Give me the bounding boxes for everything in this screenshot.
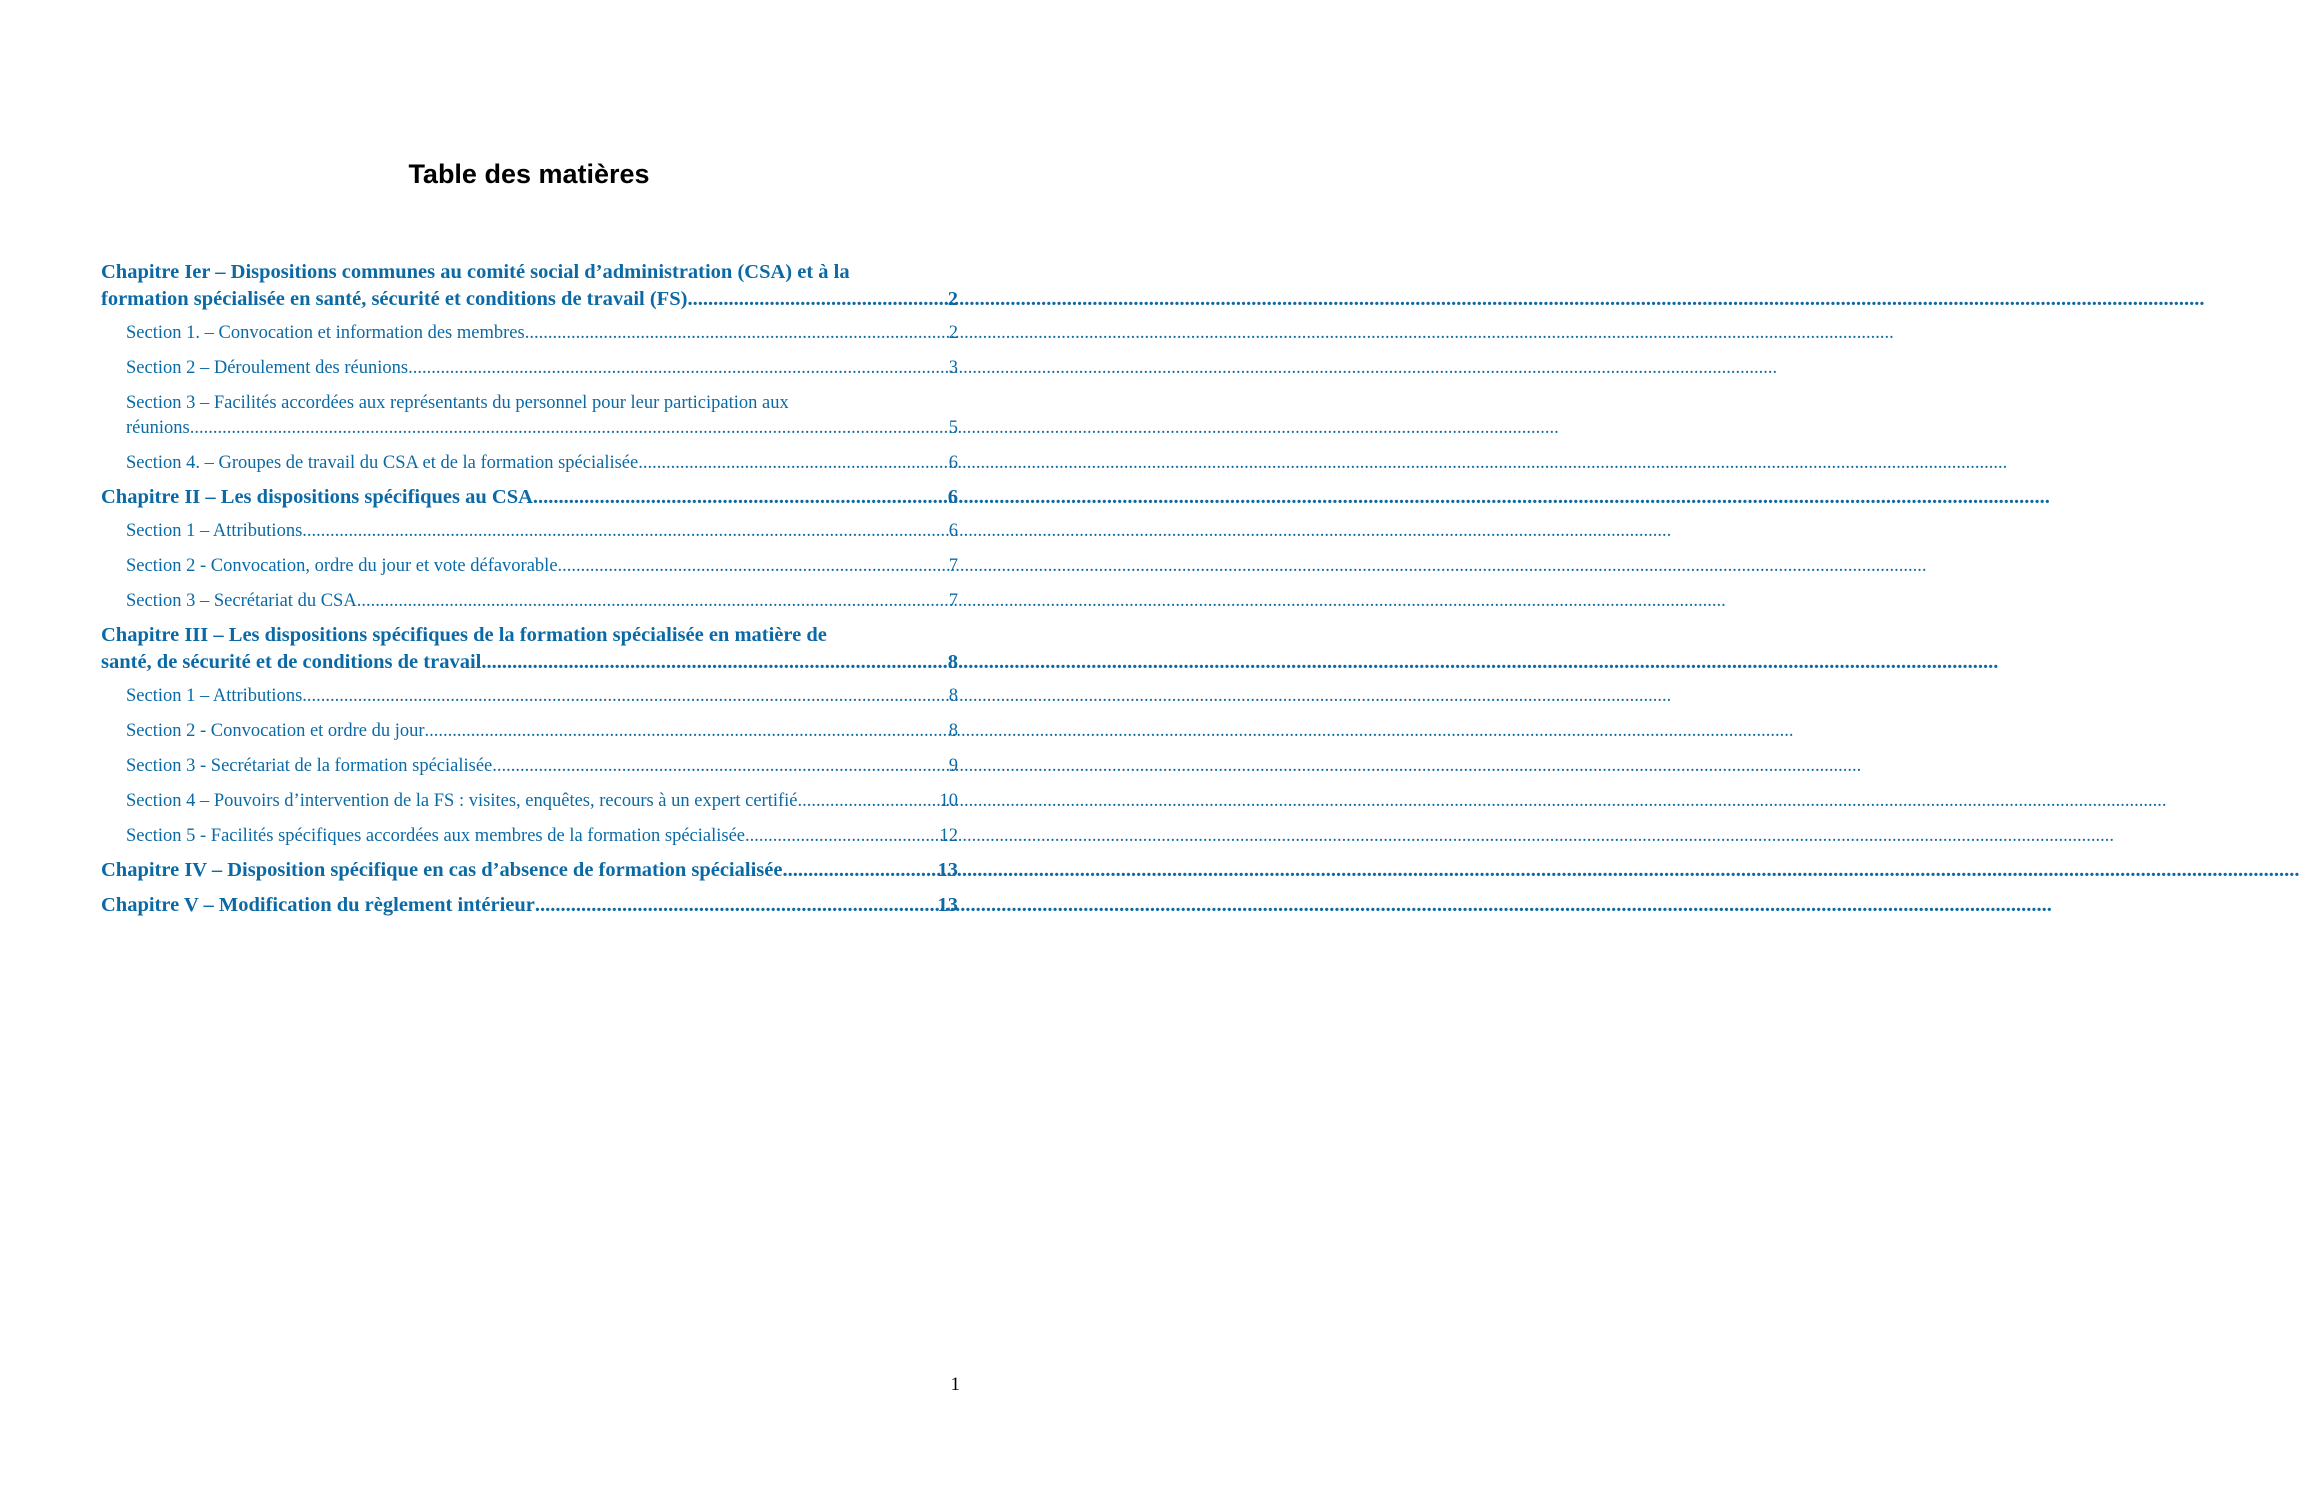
toc-section-entry[interactable] (101, 589, 958, 614)
toc-entry-line (101, 649, 958, 676)
toc-page-number: 8 (948, 686, 958, 706)
toc-dot-leader (481, 649, 947, 676)
toc-page-number: 12 (939, 826, 958, 846)
toc-page-number: 7 (948, 556, 958, 576)
toc-page-number: 9 (948, 756, 958, 776)
toc-dot-leader (798, 789, 940, 814)
toc-page-number: 2 (948, 323, 958, 343)
toc-entry-line (126, 554, 958, 579)
toc-dot-leader (492, 754, 948, 779)
toc-page-number: 13 (937, 894, 958, 916)
toc-page-number: 6 (948, 521, 958, 541)
toc-entry-title: formation spécialisée en santé, sécurité et conditions de travail (FS) (101, 288, 688, 310)
toc-dot-leader (190, 416, 949, 441)
toc-chapter-entry[interactable] (101, 857, 958, 884)
toc-dot-leader (782, 857, 937, 884)
toc-entry-title: Section 2 - Convocation et ordre du jour (126, 721, 425, 741)
toc-entry-line (101, 857, 958, 884)
toc-page-number: 10 (939, 791, 958, 811)
toc-entry-title: santé, de sécurité et de conditions de travail (101, 651, 482, 673)
toc-entry-title: Chapitre II – Les dispositions spécifiques au CSA (101, 486, 533, 508)
page-title: Table des matières (408, 159, 650, 189)
toc-entry-line (126, 789, 958, 814)
toc-entry-line (126, 719, 958, 744)
toc-section-entry[interactable] (101, 754, 958, 779)
toc-entry-title: Chapitre IV – Disposition spécifique en cas d’absence de formation spécialisée (101, 859, 783, 881)
toc-dot-leader (558, 554, 949, 579)
toc-dot-leader (638, 451, 949, 476)
toc-entry-title: Section 2 - Convocation, ordre du jour et vote défavorable (126, 556, 558, 576)
toc-dot-leader (408, 356, 949, 381)
toc-page-number: 6 (948, 453, 958, 473)
toc-chapter-entry[interactable] (101, 484, 958, 511)
toc-section-entry[interactable] (101, 391, 958, 441)
table-of-contents (101, 259, 958, 927)
toc-dot-leader (525, 321, 949, 346)
toc-section-entry[interactable] (101, 519, 958, 544)
page-number: 1 (950, 1374, 960, 1395)
toc-dot-leader (425, 719, 949, 744)
toc-page-number: 2 (947, 288, 958, 310)
toc-page-number: 7 (948, 591, 958, 611)
toc-entry-title: Section 1 – Attributions (126, 686, 303, 706)
toc-page-number: 13 (937, 859, 958, 881)
toc-section-entry[interactable] (101, 719, 958, 744)
toc-entry-title: Section 4. – Groupes de travail du CSA et de la formation spécialisée (126, 453, 639, 473)
toc-entry-line (126, 589, 958, 614)
toc-entry-line (126, 824, 958, 849)
toc-entry-line (126, 754, 958, 779)
toc-section-entry[interactable] (101, 356, 958, 381)
toc-entry-line (101, 484, 958, 511)
toc-dot-leader (533, 484, 948, 511)
toc-chapter-entry[interactable] (101, 622, 958, 676)
toc-section-entry[interactable] (101, 684, 958, 709)
toc-entry-line (126, 356, 958, 381)
toc-entry-title: Section 4 – Pouvoirs d’intervention de la FS : visites, enquêtes, recours à un expert certifié (126, 791, 798, 811)
toc-dot-leader (302, 684, 948, 709)
toc-entry-line (101, 286, 958, 313)
toc-page-number: 5 (948, 418, 958, 438)
toc-entry-title-line: Chapitre Ier – Dispositions communes au comité social d’administration (CSA) et à la (101, 261, 850, 283)
toc-dot-leader (535, 892, 938, 919)
toc-chapter-entry[interactable] (101, 892, 958, 919)
toc-entry-line (126, 451, 958, 476)
toc-entry-title: Section 1 – Attributions (126, 521, 303, 541)
toc-section-entry[interactable] (101, 321, 958, 346)
toc-entry-line (126, 519, 958, 544)
toc-entry-line (126, 416, 958, 441)
toc-dot-leader (745, 824, 939, 849)
toc-entry-title: Section 1. – Convocation et information des membres (126, 323, 525, 343)
toc-section-entry[interactable] (101, 824, 958, 849)
toc-entry-title: réunions (126, 418, 190, 438)
toc-entry-title: Section 3 - Secrétariat de la formation spécialisée (126, 756, 493, 776)
toc-entry-title: Section 2 – Déroulement des réunions (126, 358, 409, 378)
toc-page-number: 6 (947, 486, 958, 508)
toc-entry-title: Section 5 - Facilités spécifiques accordées aux membres de la formation spécialisée (126, 826, 746, 846)
toc-entry-title-line: Section 3 – Facilités accordées aux représentants du personnel pour leur participation aux (126, 393, 789, 413)
toc-page-number: 3 (948, 358, 958, 378)
toc-entry-title: Section 3 – Secrétariat du CSA (126, 591, 357, 611)
toc-entry-title: Chapitre V – Modification du règlement intérieur (101, 894, 535, 916)
toc-chapter-entry[interactable] (101, 259, 958, 313)
toc-entry-line (126, 321, 958, 346)
toc-page-number: 8 (948, 721, 958, 741)
toc-entry-line (101, 892, 958, 919)
toc-dot-leader (687, 286, 947, 313)
toc-section-entry[interactable] (101, 451, 958, 476)
toc-section-entry[interactable] (101, 789, 958, 814)
toc-dot-leader (357, 589, 949, 614)
toc-section-entry[interactable] (101, 554, 958, 579)
toc-entry-title-line: Chapitre III – Les dispositions spécifiques de la formation spécialisée en matière de (101, 624, 827, 646)
toc-page-number: 8 (947, 651, 958, 673)
toc-entry-line (126, 684, 958, 709)
toc-dot-leader (302, 519, 948, 544)
